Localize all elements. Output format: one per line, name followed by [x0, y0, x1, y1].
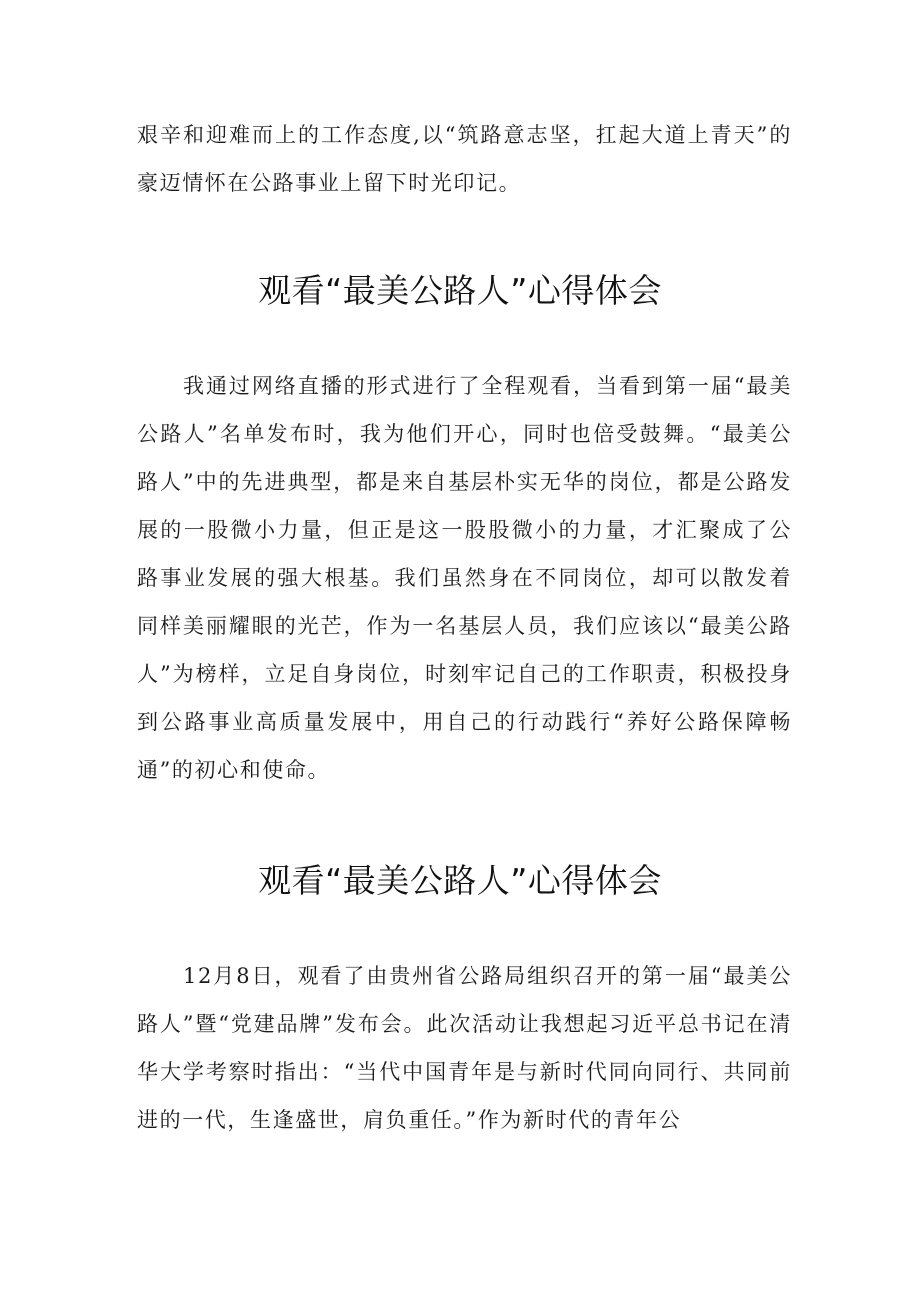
- section-paragraph: 12月8日，观看了由贵州省公路局组织召开的第一届“最美公路人”暨“党建品牌”发布会。此次活动让我想起习近平总书记在清华大学考察时指出：“当代中国青年是与新时代同向同行、共同前进的一代，生逢盛世，肩负重任。”作为新时代的青年公: [137, 964, 792, 1132]
- continued-paragraph: 艰辛和迎难而上的工作态度,以“筑路意志坚，扛起大道上青天”的豪迈情怀在公路事业上留下时光印记。: [137, 123, 792, 195]
- section-title: 观看“最美公路人”心得体会: [258, 271, 662, 310]
- section-paragraph: 我通过网络直播的形式进行了全程观看，当看到第一届“最美公路人”名单发布时，我为他们开心，同时也倍受鼓舞。“最美公路人”中的先进典型，都是来自基层朴实无华的岗位，都是公路发展的一股微小力量，但正是这一股股微小的力量，才汇聚成了公路事业发展的强大根基。我们虽然身在不同岗位，却可以散发着同样美丽耀眼的光芒，作为一名基层人员，我们应该以“最美公路人”为榜样，立足自身岗位，时刻牢记自己的工作职责，积极投身到公路事业高质量发展中，用自己的行动践行“养好公路保障畅通”的初心和使命。: [137, 374, 792, 782]
- section-title: 观看“最美公路人”心得体会: [258, 861, 662, 900]
